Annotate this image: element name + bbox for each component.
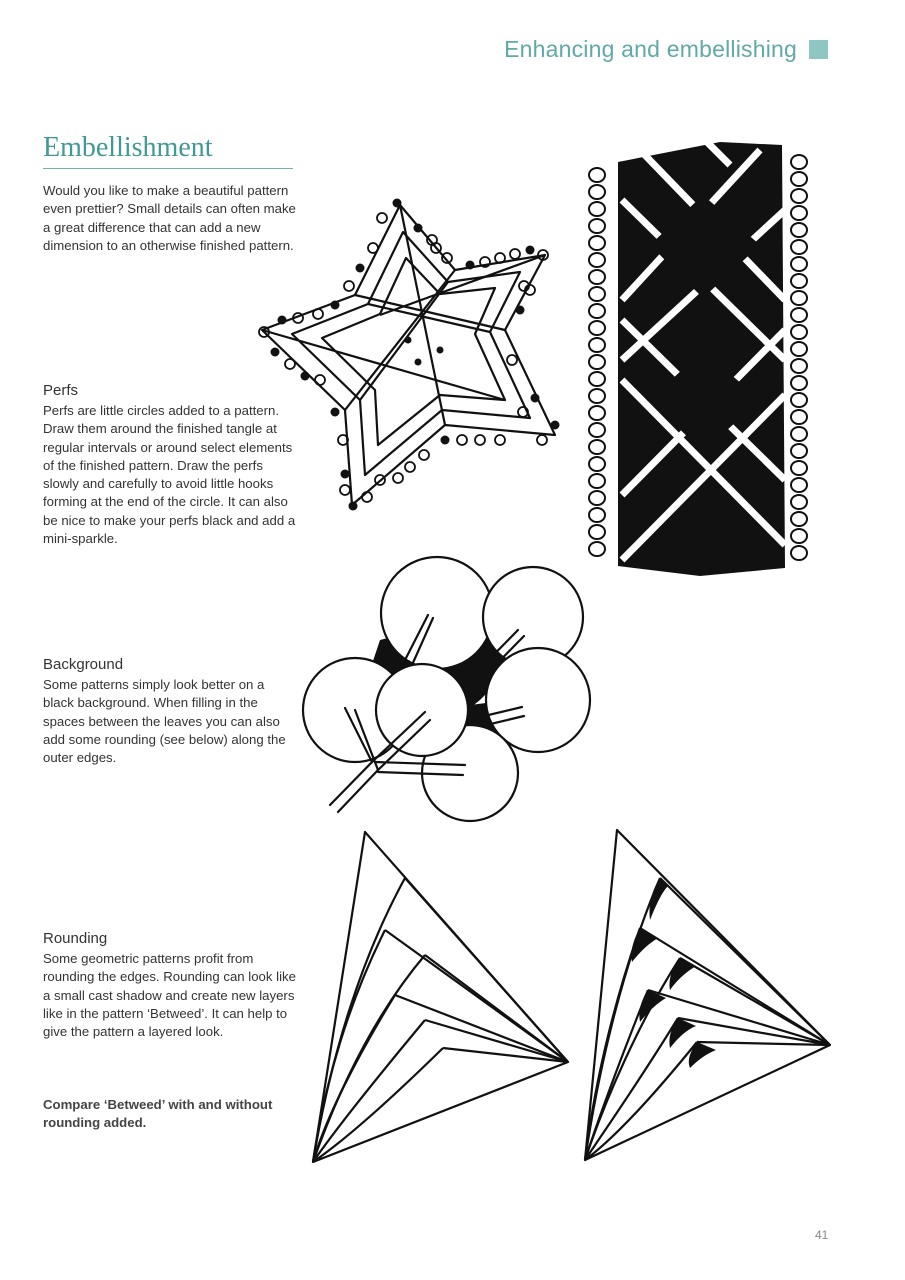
perfs-paragraph: Perfs are little circles added to a pattern. Draw them around the finished tangle at regular intervals or around select elements of the finished pattern. Draw the perfs slowly and carefully to avoid little hooks forming at the end of the circle. It can also be nice to make your perfs black and add a mini-sparkle. — [43, 403, 296, 547]
running-head-title: Enhancing and embellishing — [504, 36, 797, 62]
betweed-rounded-illustration — [580, 825, 840, 1165]
perfs-heading: Perfs — [43, 382, 79, 399]
leaves-background-illustration — [298, 555, 598, 825]
background-paragraph: Some patterns simply look better on a black background. When filling in the spaces between the leaves you can also add some rounding (see below) along the outer edges. — [43, 677, 286, 766]
rounding-heading: Rounding — [43, 930, 108, 947]
background-heading: Background — [43, 656, 124, 673]
section-title: Embellishment — [43, 132, 293, 169]
page-number: 41 — [815, 1228, 829, 1242]
perfs-band-illustration — [585, 135, 815, 585]
intro-paragraph: Would you like to make a beautiful pattern even prettier? Small details can often make a great difference that can add a new dimension to an otherwise finished pattern. — [43, 183, 296, 253]
star-perfs-illustration — [250, 190, 570, 520]
running-head-marker — [809, 40, 828, 59]
compare-note: Compare ‘Betweed’ with and without rounding added. — [43, 1097, 273, 1131]
rounding-paragraph: Some geometric patterns profit from rounding the edges. Rounding can look like a small cast shadow and create new layers like in the pattern ‘Betweed’. It can help to give the pattern a layered look. — [43, 951, 296, 1040]
betweed-plain-illustration — [305, 828, 575, 1168]
